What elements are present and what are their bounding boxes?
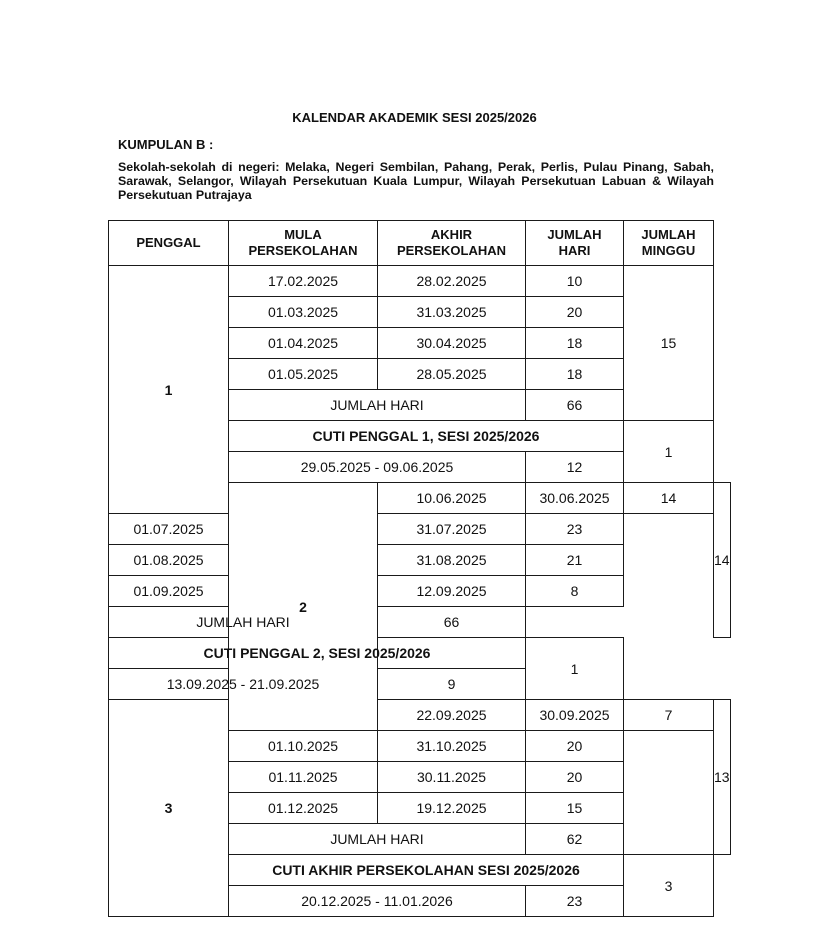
days-count: 23	[526, 514, 624, 545]
total-days: 66	[378, 607, 526, 638]
break-days: 12	[526, 452, 624, 483]
break-days: 9	[378, 669, 526, 700]
states-description: Sekolah-sekolah di negeri: Melaka, Negeri Sembilan, Pahang, Perak, Perlis, Pulau Pinang, Sabah, Sarawak, Selangor, Wilayah Persekutuan Kuala Lumpur, Wilayah Persekutuan Labuan & Wilayah Persekutuan Putrajaya	[118, 160, 714, 202]
days-count: 21	[526, 545, 624, 576]
weeks-count: 14	[714, 483, 731, 638]
header-jumlah-minggu: JUMLAH MINGGU	[624, 221, 714, 266]
start-date: 17.02.2025	[229, 266, 378, 297]
end-date: 28.05.2025	[378, 359, 526, 390]
table-body	[109, 266, 731, 917]
days-count: 20	[526, 762, 624, 793]
penggal-number: 2	[229, 483, 378, 731]
end-date: 31.07.2025	[378, 514, 526, 545]
header-penggal: PENGGAL	[109, 221, 229, 266]
break-dates: 20.12.2025 - 11.01.2026	[229, 886, 526, 917]
end-date: 30.11.2025	[378, 762, 526, 793]
break-dates: 29.05.2025 - 09.06.2025	[229, 452, 526, 483]
header-jumlah-hari: JUMLAH HARI	[526, 221, 624, 266]
start-date: 01.03.2025	[229, 297, 378, 328]
break-title: CUTI PENGGAL 1, SESI 2025/2026	[229, 421, 624, 452]
total-label: JUMLAH HARI	[229, 824, 526, 855]
start-date: 01.08.2025	[109, 545, 229, 576]
days-count: 20	[526, 297, 624, 328]
end-date: 30.09.2025	[526, 700, 624, 731]
days-count: 20	[526, 731, 624, 762]
days-count: 8	[526, 576, 624, 607]
break-days: 23	[526, 886, 624, 917]
break-dates: 13.09.2025 - 21.09.2025	[109, 669, 378, 700]
start-date: 01.07.2025	[109, 514, 229, 545]
days-count: 18	[526, 328, 624, 359]
academic-calendar-table	[108, 220, 731, 917]
start-date: 01.04.2025	[229, 328, 378, 359]
total-row	[109, 607, 731, 638]
break-title: CUTI PENGGAL 2, SESI 2025/2026	[109, 638, 526, 669]
end-date: 12.09.2025	[378, 576, 526, 607]
start-date: 01.11.2025	[229, 762, 378, 793]
start-date: 01.10.2025	[229, 731, 378, 762]
end-date: 31.10.2025	[378, 731, 526, 762]
penggal-number: 3	[109, 700, 229, 917]
end-date: 19.12.2025	[378, 793, 526, 824]
end-date: 31.03.2025	[378, 297, 526, 328]
start-date: 10.06.2025	[378, 483, 526, 514]
end-date: 31.08.2025	[378, 545, 526, 576]
end-date: 28.02.2025	[378, 266, 526, 297]
break-weeks: 1	[624, 421, 714, 483]
end-date: 30.06.2025	[526, 483, 624, 514]
group-label: KUMPULAN B :	[118, 137, 214, 152]
table-header-row	[109, 221, 731, 266]
table-row	[109, 514, 731, 545]
days-count: 15	[526, 793, 624, 824]
days-count: 18	[526, 359, 624, 390]
table-row	[109, 266, 731, 297]
table-row	[109, 700, 731, 731]
document-title: KALENDAR AKADEMIK SESI 2025/2026	[292, 110, 537, 125]
start-date: 22.09.2025	[378, 700, 526, 731]
penggal-number: 1	[109, 266, 229, 514]
days-count: 10	[526, 266, 624, 297]
days-count: 7	[624, 700, 714, 731]
days-count: 14	[624, 483, 714, 514]
break-title-row	[109, 638, 731, 669]
break-weeks: 1	[526, 638, 624, 700]
weeks-count: 15	[624, 266, 714, 421]
start-date: 01.09.2025	[109, 576, 229, 607]
table-row	[109, 576, 731, 607]
break-title: CUTI AKHIR PERSEKOLAHAN SESI 2025/2026	[229, 855, 624, 886]
header-mula: MULA PERSEKOLAHAN	[229, 221, 378, 266]
total-days: 62	[526, 824, 624, 855]
start-date: 01.05.2025	[229, 359, 378, 390]
total-days: 66	[526, 390, 624, 421]
total-label: JUMLAH HARI	[109, 607, 378, 638]
break-weeks: 3	[624, 855, 714, 917]
start-date: 01.12.2025	[229, 793, 378, 824]
total-label: JUMLAH HARI	[229, 390, 526, 421]
table-row	[109, 545, 731, 576]
end-date: 30.04.2025	[378, 328, 526, 359]
break-dates-row	[109, 669, 731, 700]
weeks-count: 13	[714, 700, 731, 855]
header-akhir: AKHIR PERSEKOLAHAN	[378, 221, 526, 266]
